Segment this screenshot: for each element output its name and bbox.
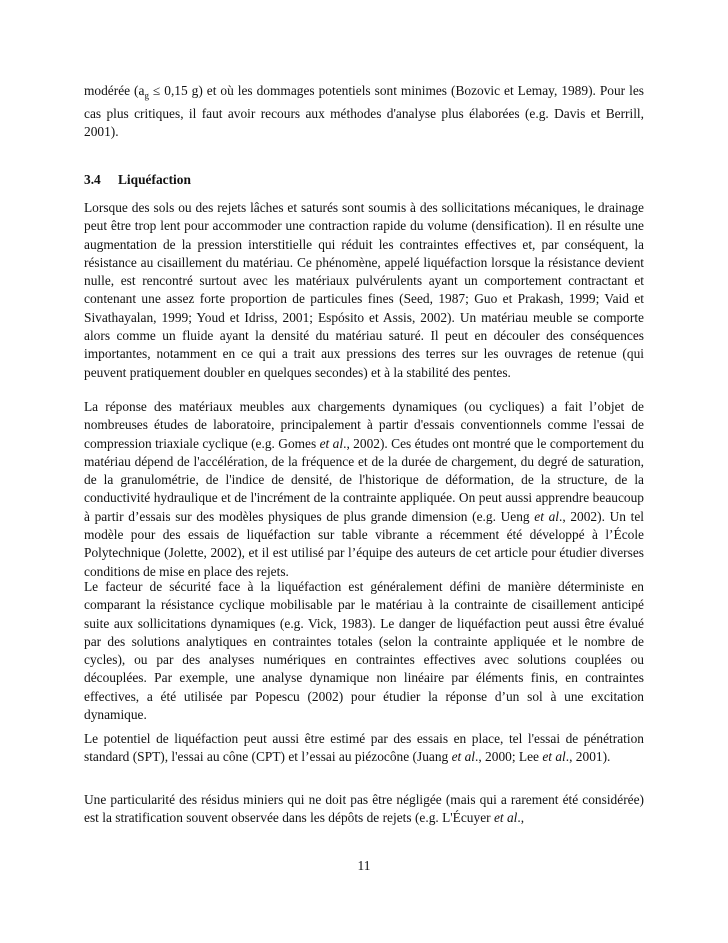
text-run: ., 2002). Ces études ont montré que le comportement du matériau dépend de l'accélération, de la fréquence et de la durée de chargement, du degré de saturation, de la granulométrie, de l'indice de densité, de l'historique de déformation, de la structure, de la conductivité hydraulique et de l'incrément de la contrainte appliquée. On peut aussi apprendre beaucoup à partir d’essais sur des modèles physiques de plus grande dimension (e.g. Ueng (84, 435, 644, 524)
subscript-g: g (144, 90, 149, 101)
section-number: 3.4 (84, 172, 101, 187)
document-page (84, 0, 644, 943)
et-al-italic: et al (534, 508, 559, 524)
text-run: ., (517, 810, 525, 826)
paragraph-stratification (84, 791, 644, 828)
text-run: Le potentiel de liquéfaction peut aussi être estimé par des essais en place, tel l'essai de pénétration standard (SPT), l'essai au cône (CPT) et l’essai au piézocône (Juang (84, 731, 644, 765)
section-heading (84, 171, 191, 189)
text-run: modérée (a (84, 83, 145, 98)
et-al-italic: et al (493, 810, 518, 826)
text-run: ., 2001). (565, 749, 611, 765)
section-title: Liquéfaction (118, 172, 191, 187)
text-run: ., 2002). Un tel modèle pour des essais de liquéfaction sur table vibrante a récemment été développé à l’École Polytechnique (Jolette, 2002), et il est utilisé par l’équipe des auteurs de cet article pour étudier diverses conditions de mise en place des rejets. (84, 508, 644, 579)
text-run: ≤ 0,15 g) et où les dommages potentiels sont minimes (Bozovic et Lemay, 1989). Pour les cas plus critiques, il faut avoir recours aux méthodes d'analyse plus élaborées (e.g. Davis et Berrill, 2001). (84, 83, 644, 140)
et-al-italic: et al (319, 435, 344, 451)
paragraph-dynamic-response (84, 398, 644, 581)
paragraph-safety-factor: Le facteur de sécurité face à la liquéfaction est généralement défini de manière déterministe en comparant la résistance cyclique mobilisable par le matériau à la contrainte de cisaillement anticipé suite aux sollicitations dynamiques (e.g. Vick, 1983). Le danger de liquéfaction peut aussi être évalué par des solutions analytiques en contraintes totales (selon la contrainte appliquée et le nombre de cycles), ou par des analyses numériques en contraintes effectives avec solutions couplées ou découplées. Par exemple, une analyse dynamique non linéaire par éléments finis, en contraintes effectives, a été utilisée par Popescu (2002) pour étudier la réponse d’un sol à une excitation dynamique. (84, 579, 644, 723)
text-run: ., 2000; Lee (475, 749, 543, 765)
page-number: 11 (357, 858, 371, 873)
paragraph-liquefaction-definition: Lorsque des sols ou des rejets lâches et saturés sont soumis à des sollicitations mécaniques, le drainage peut être trop lent pour accommoder une contraction rapide du volume (densification). Il en résulte une augmentation de la pression interstitielle qui réduit les contraintes effectives et, par conséquent, la résistance au cisaillement du matériau. Ce phénomène, appelé liquéfaction lorsque la résistance devient nulle, est rencontré surtout avec les matériaux pulvérulents ayant un comportement contractant et contenant une assez forte proportion de particules fines (Seed, 1987; Guo et Prakash, 1999; Vaid et Sivathayalan, 1999; Youd et Idriss, 2001; Espósito et Assis, 2002). Un matériau meuble se comporte alors comme un fluide ayant la densité du matériau saturé. Il peut en découler des conséquences importantes, notamment en ce qui a trait aux pressions des terres sur les ouvrages de retenue (qui peuvent pratiquement doubler en quelques secondes) et à la stabilité des pentes. (84, 200, 644, 380)
text-run: La réponse des matériaux meubles aux chargements dynamiques (ou cycliques) a fait l’objet de nombreuses études de laboratoire, principalement à partir d'essais conventionnels comme l'essai de compression triaxiale cyclique (e.g. Gomes (84, 399, 644, 451)
et-al-italic: et al (542, 749, 566, 765)
et-al-italic: et al (451, 749, 476, 765)
paragraph-intro (84, 82, 644, 142)
text-run: Une particularité des résidus miniers qui ne doit pas être négligée (mais qui a rarement été considérée) est la stratification souvent observée dans les dépôts de rejets (e.g. L'Écuyer (84, 792, 644, 826)
paragraph-in-situ-tests (84, 730, 644, 767)
